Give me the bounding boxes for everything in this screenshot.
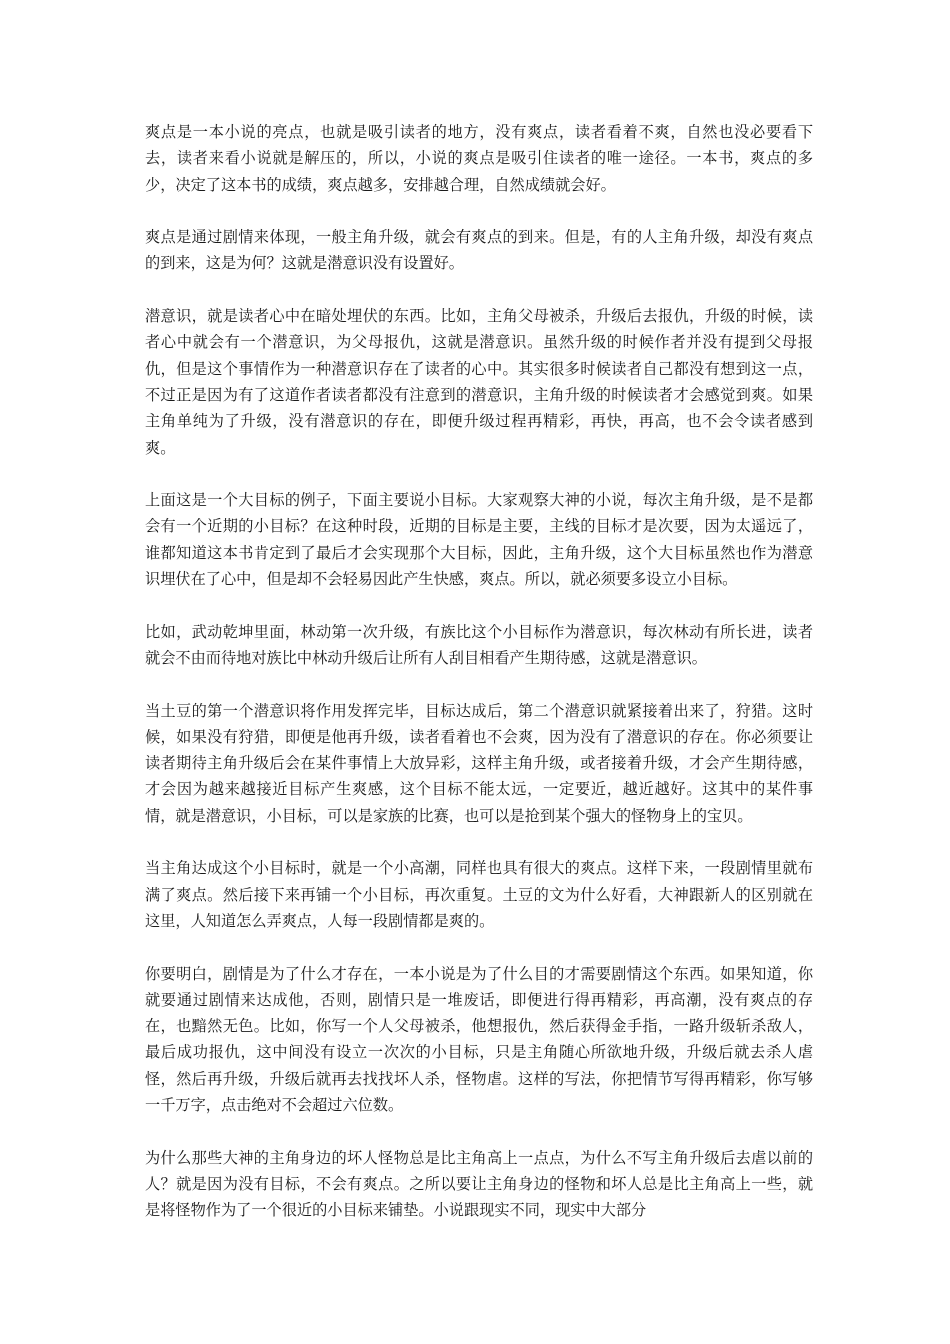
paragraph: 爽点是一本小说的亮点，也就是吸引读者的地方，没有爽点，读者看着不爽，自然也没必要看下去，读者来看小说就是解压的，所以，小说的爽点是吸引住读者的唯一途径。一本书，爽点的多少，决定了这本书的成绩，爽点越多，安排越合理，自然成绩就会好。 bbox=[145, 123, 813, 194]
paragraph: 为什么那些大神的主角身边的坏人怪物总是比主角高上一点点，为什么不写主角升级后去虐以前的人？就是因为没有目标，不会有爽点。之所以要让主角身边的怪物和坏人总是比主角高上一些，就是将怪物作为了一个很近的小目标来铺垫。小说跟现实不同，现实中大部分 bbox=[145, 1148, 813, 1220]
article-body bbox=[145, 119, 813, 1250]
paragraph: 你要明白，剧情是为了什么才存在，一本小说是为了什么目的才需要剧情这个东西。如果知道，你就要通过剧情来达成他，否则，剧情只是一堆废话，即便进行得再精彩，再高潮，没有爽点的存在，也黯然无色。比如，你写一个人父母被杀，他想报仇，然后获得金手指，一路升级斩杀敌人，最后成功报仇，这中间没有设立一次次的小目标，只是主角随心所欲地升级，升级后就去杀人虐怪，然后再升级，升级后就再去找找坏人杀，怪物虐。这样的写法，你把情节写得再精彩，你写够一千万字，点击绝对不会超过六位数。 bbox=[145, 964, 813, 1114]
paragraph: 当土豆的第一个潜意识将作用发挥完毕，目标达成后，第二个潜意识就紧接着出来了，狩猎。这时候，如果没有狩猎，即便是他再升级，读者看着也不会爽，因为没有了潜意识的存在。你必须要让读者期待主角升级后会在某件事情上大放异彩，这样主角升级，或者接着升级，才会产生期待感，才会因为越来越接近目标产生爽感，这个目标不能太远，一定要近，越近越好。这其中的某件事情，就是潜意识，小目标，可以是家族的比赛，也可以是抢到某个强大的怪物身上的宝贝。 bbox=[145, 701, 813, 825]
paragraph: 比如，武动乾坤里面，林动第一次升级，有族比这个小目标作为潜意识，每次林动有所长进，读者就会不由而待地对族比中林动升级后让所有人刮目相看产生期待感，这就是潜意识。 bbox=[145, 622, 813, 667]
paragraph: 上面这是一个大目标的例子，下面主要说小目标。大家观察大神的小说，每次主角升级，是不是都会有一个近期的小目标？在这种时段，近期的目标是主要，主线的目标才是次要，因为太遥远了，谁都知道这本书肯定到了最后才会实现那个大目标，因此，主角升级，这个大目标虽然也作为潜意识埋伏在了心中，但是却不会轻易因此产生快感，爽点。所以，就必须要多设立小目标。 bbox=[145, 491, 813, 589]
paragraph: 潜意识，就是读者心中在暗处埋伏的东西。比如，主角父母被杀，升级后去报仇，升级的时候，读者心中就会有一个潜意识，为父母报仇，这就是潜意识。虽然升级的时候作者并没有提到父母报仇，但是这个事情作为一种潜意识存在了读者的心中。其实很多时候读者自己都没有想到这一点，不过正是因为有了这道作者读者都没有注意到的潜意识，主角升级的时候读者才会感觉到爽。如果主角单纯为了升级，没有潜意识的存在，即便升级过程再精彩，再快，再高，也不会令读者感到爽。 bbox=[145, 307, 813, 457]
paragraph: 当主角达成这个小目标时，就是一个小高潮，同样也具有很大的爽点。这样下来，一段剧情里就布满了爽点。然后接下来再铺一个小目标，再次重复。土豆的文为什么好看，大神跟新人的区别就在这里，人知道怎么弄爽点，人每一段剧情都是爽的。 bbox=[145, 859, 813, 930]
paragraph: 爽点是通过剧情来体现，一般主角升级，就会有爽点的到来。但是，有的人主角升级，却没有爽点的到来，这是为何？这就是潜意识没有设置好。 bbox=[145, 228, 813, 273]
